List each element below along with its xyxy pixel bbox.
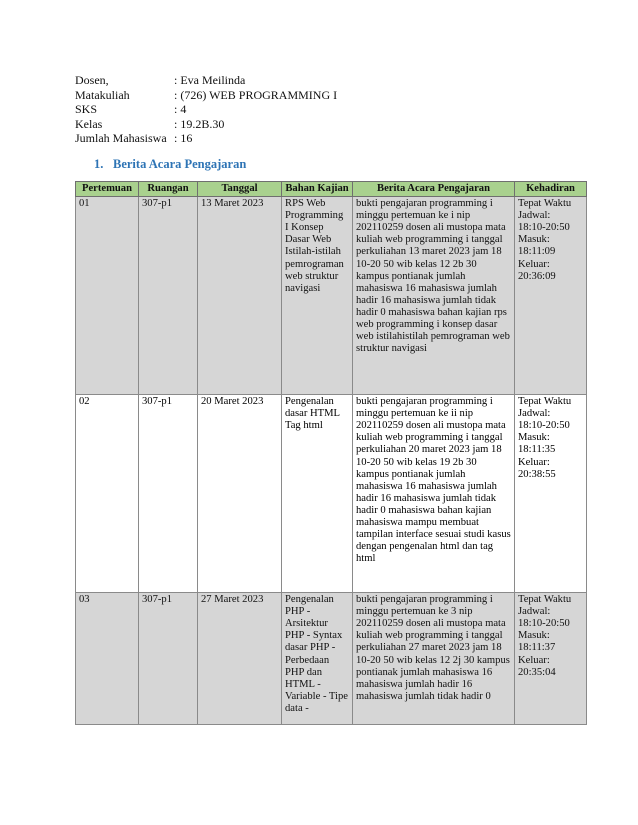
berita-acara-table xyxy=(75,181,587,725)
kehadiran-keluar: 20:36:09 xyxy=(518,270,556,282)
cell-ruangan: 307-p1 xyxy=(139,197,198,395)
kehadiran-status: Tepat Waktu xyxy=(518,198,572,210)
info-label: SKS xyxy=(75,102,98,117)
section-heading xyxy=(94,157,246,172)
kehadiran-keluar-label: Keluar: xyxy=(518,456,550,468)
header-kehadiran: Kehadiran xyxy=(515,182,587,197)
kehadiran-masuk: 18:11:35 xyxy=(518,444,556,456)
info-label: Jumlah Mahasiswa xyxy=(75,131,167,146)
info-row-jumlah-mahasiswa xyxy=(75,131,337,146)
cell-bahan-kajian: Pengenalan PHP - Arsitektur PHP - Syntax dasar PHP - Perbedaan PHP dan HTML - Variable - Tipe data - xyxy=(282,593,353,725)
kehadiran-masuk-label: Masuk: xyxy=(518,234,550,246)
section-number: 1. xyxy=(94,157,104,171)
cell-berita-acara: bukti pengajaran programming i minggu pertemuan ke 3 nip 202110259 dosen ali mustopa mata kuliah web programming i tanggal perkuliahan 27 maret 2023 jam 18 10-20 50 wib kelas 12 2j 30 kampus pontianak jumlah mahasiswa 16 mahasiswa jumlah hadir 16 mahasiswa jumlah tidak hadir 0 xyxy=(353,593,515,725)
cell-berita-acara: bukti pengajaran programming i minggu pertemuan ke ii nip 202110259 dosen ali mustopa mata kuliah web programming i tanggal perkuliahan 20 maret 2023 jam 18 10-20 50 wib kelas 19 2b 30 kampus pontianak jumlah mahasiswa 16 mahasiswa jumlah hadir 16 mahasiswa jumlah tidak hadir 0 mahasiswa bahan kajian mahasiswa mampu membuat tampilan interface sesuai studi kasus dengan pengenalan html dan tag html xyxy=(353,395,515,593)
cell-pertemuan: 03 xyxy=(76,593,139,725)
cell-bahan-kajian: Pengenalan dasar HTML Tag html xyxy=(282,395,353,593)
kehadiran-jadwal-label: Jadwal: xyxy=(518,606,551,618)
info-label: Kelas xyxy=(75,116,103,131)
cell-kehadiran xyxy=(515,395,587,593)
header-ruangan: Ruangan xyxy=(139,182,198,197)
cell-ruangan: 307-p1 xyxy=(139,395,198,593)
cell-pertemuan: 01 xyxy=(76,197,139,395)
cell-pertemuan: 02 xyxy=(76,395,139,593)
kehadiran-status: Tepat Waktu xyxy=(518,594,572,606)
cell-tanggal: 20 Maret 2023 xyxy=(198,395,282,593)
kehadiran-jadwal-label: Jadwal: xyxy=(518,210,551,222)
cell-kehadiran xyxy=(515,593,587,725)
info-value: : 16 xyxy=(174,131,193,146)
info-label: Dosen, xyxy=(75,73,109,87)
cell-berita-acara: bukti pengajaran programming i minggu pertemuan ke i nip 202110259 dosen ali mustopa mata kuliah web programming i tanggal perkuliahan 13 maret 2023 jam 18 10-20 50 wib kelas 12 2b 30 kampus pontianak jumlah mahasiswa 16 mahasiswa jumlah hadir 16 mahasiswa jumlah tidak hadir 0 mahasiswa bahan kajian rps web programming i konsep dasar web istilahistilah pemrograman web struktur navigasi xyxy=(353,197,515,395)
cell-tanggal: 13 Maret 2023 xyxy=(198,197,282,395)
info-label: Matakuliah xyxy=(75,87,130,102)
info-value: : 19.2B.30 xyxy=(174,116,225,131)
kehadiran-keluar: 20:38:55 xyxy=(518,468,556,480)
table-row xyxy=(76,593,587,725)
kehadiran-jadwal: 18:10-20:50 xyxy=(518,222,570,234)
info-row-sks xyxy=(75,102,337,117)
table-row xyxy=(76,395,587,593)
kehadiran-jadwal: 18:10-20:50 xyxy=(518,618,570,630)
info-row-kelas xyxy=(75,117,337,132)
cell-kehadiran xyxy=(515,197,587,395)
header-berita-acara: Berita Acara Pengajaran xyxy=(353,182,515,197)
header-bahan-kajian: Bahan Kajian xyxy=(282,182,353,197)
cell-ruangan: 307-p1 xyxy=(139,593,198,725)
course-info xyxy=(75,73,337,146)
cell-tanggal: 27 Maret 2023 xyxy=(198,593,282,725)
kehadiran-keluar: 20:35:04 xyxy=(518,666,556,678)
kehadiran-jadwal-label: Jadwal: xyxy=(518,408,551,420)
cell-bahan-kajian: RPS Web Programming I Konsep Dasar Web Istilah-istilah pemrograman web struktur navigasi xyxy=(282,197,353,395)
header-tanggal: Tanggal xyxy=(198,182,282,197)
info-row-dosen xyxy=(75,73,337,88)
info-value: : 4 xyxy=(174,102,187,117)
table-header-row xyxy=(76,182,587,197)
kehadiran-masuk-label: Masuk: xyxy=(518,630,550,642)
kehadiran-masuk: 18:11:37 xyxy=(518,642,556,654)
section-title: Berita Acara Pengajaran xyxy=(113,157,247,171)
kehadiran-masuk: 18:11:09 xyxy=(518,246,556,258)
kehadiran-status: Tepat Waktu xyxy=(518,396,572,408)
kehadiran-masuk-label: Masuk: xyxy=(518,432,550,444)
header-pertemuan: Pertemuan xyxy=(76,182,139,197)
table-row xyxy=(76,197,587,395)
kehadiran-jadwal: 18:10-20:50 xyxy=(518,420,570,432)
info-value: : (726) WEB PROGRAMMING I xyxy=(174,87,338,102)
info-value: : Eva Meilinda xyxy=(174,73,246,87)
kehadiran-keluar-label: Keluar: xyxy=(518,258,550,270)
info-row-matakuliah xyxy=(75,88,337,103)
kehadiran-keluar-label: Keluar: xyxy=(518,654,550,666)
